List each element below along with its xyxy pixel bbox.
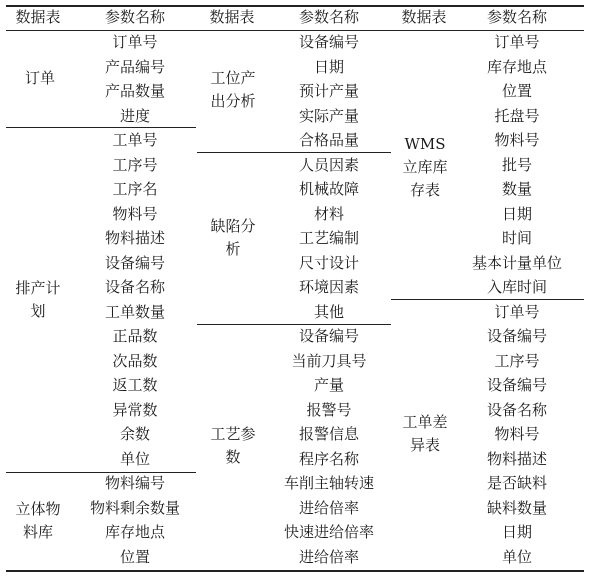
col3-param-cell: 订单号 [494, 302, 540, 321]
col1-param-cell: 物料剩余数量 [89, 498, 181, 517]
col1-param-cell: 异常数 [112, 400, 158, 419]
header-table-3: 数据表 [401, 8, 447, 26]
col2-param-cell: 环境因素 [298, 278, 360, 296]
col2-param-cell: 产量 [313, 376, 345, 394]
header-table-2: 数据表 [209, 8, 255, 26]
col1-param-cell: 设备名称 [104, 278, 166, 296]
bottom-rule [6, 570, 584, 572]
col2-param-cell: 材料 [313, 204, 345, 223]
col2-param-cell: 人员因素 [298, 155, 360, 174]
col2-param-cell: 设备编号 [298, 33, 360, 51]
col1-separator-2 [6, 472, 196, 473]
col1-param-cell: 位置 [119, 547, 151, 566]
col2-param-cell: 其他 [313, 302, 345, 321]
col1-param-cell: 单位 [119, 449, 151, 468]
col2-param-cell: 快速进给倍率 [283, 523, 375, 541]
col1-param-cell: 正品数 [112, 327, 158, 345]
col1-param-cell: 物料编号 [104, 474, 166, 492]
col1-param-cell: 工序号 [112, 155, 158, 174]
col2-param-cell: 程序名称 [298, 449, 360, 468]
col3-param-cell: 批号 [501, 155, 533, 174]
col1-param-cell: 库存地点 [104, 523, 166, 541]
col1-param-cell: 物料描述 [104, 229, 166, 247]
col3-param-cell: 是否缺料 [486, 474, 548, 492]
col3-param-cell: 设备编号 [486, 327, 548, 345]
header-param-3: 参数名称 [486, 8, 548, 26]
col3-param-cell: 物料号 [494, 425, 540, 443]
col3-param-cell: 入库时间 [486, 278, 548, 296]
table-label-work-order-diff: 工单差 异表 [402, 413, 448, 454]
table-label-process-params: 工艺参 数 [210, 425, 256, 466]
col2-param-cell: 预计产量 [298, 82, 360, 100]
col3-param-cell: 日期 [501, 523, 533, 541]
col3-param-cell: 时间 [501, 229, 533, 247]
table-label-station-output: 工位产 出分析 [210, 69, 256, 110]
col2-param-cell: 当前刀具号 [291, 351, 367, 370]
col3-param-cell: 数量 [501, 180, 533, 198]
col1-param-cell: 次品数 [112, 351, 158, 370]
col1-param-cell: 工单号 [112, 131, 158, 149]
col3-param-cell: 物料描述 [486, 449, 548, 468]
col2-param-cell: 报警信息 [298, 425, 360, 443]
col3-param-cell: 日期 [501, 204, 533, 223]
col1-param-cell: 物料号 [112, 204, 158, 223]
col2-param-cell: 设备编号 [298, 327, 360, 345]
col2-separator-2 [197, 324, 391, 325]
col1-param-cell: 工单数量 [104, 302, 166, 321]
col2-param-cell: 进给倍率 [298, 498, 360, 517]
col2-param-cell: 实际产量 [298, 106, 360, 125]
col1-param-cell: 设备编号 [104, 253, 166, 272]
header-param-1: 参数名称 [104, 8, 166, 26]
col1-param-cell: 返工数 [112, 376, 158, 394]
col1-separator-1 [6, 127, 196, 128]
table-label-stereo-warehouse: 立体物 料库 [15, 500, 61, 541]
col3-param-cell: 缺料数量 [486, 498, 548, 517]
table-label-production-plan: 排产计 划 [15, 279, 61, 320]
col2-param-cell: 合格品量 [298, 131, 360, 149]
col2-param-cell: 车削主轴转速 [283, 474, 375, 492]
col2-param-cell: 工艺编制 [298, 229, 360, 247]
col2-param-cell: 尺寸设计 [298, 253, 360, 272]
col3-param-cell: 工序号 [494, 351, 540, 370]
header-table-1: 数据表 [15, 8, 61, 26]
col1-param-cell: 进度 [119, 106, 151, 125]
col3-param-cell: 位置 [501, 82, 533, 100]
col1-param-cell: 余数 [119, 425, 151, 443]
col1-param-cell: 产品编号 [104, 57, 166, 76]
table-label-defect-analysis: 缺陷分 析 [210, 217, 256, 258]
col3-param-cell: 托盘号 [494, 106, 540, 125]
col1-param-cell: 产品数量 [104, 82, 166, 100]
table-label-wms-inventory: WMS 立库库 存表 [402, 135, 448, 199]
col3-param-cell: 订单号 [494, 33, 540, 51]
col2-param-cell: 报警号 [306, 400, 352, 419]
col3-param-cell: 设备编号 [486, 376, 548, 394]
col2-param-cell: 机械故障 [298, 180, 360, 198]
col1-param-cell: 订单号 [112, 33, 158, 51]
col3-param-cell: 库存地点 [486, 57, 548, 76]
col1-param-cell: 工序名 [112, 180, 158, 198]
col2-separator-1 [197, 152, 391, 153]
col2-param-cell: 进给倍率 [298, 547, 360, 566]
table-label-order: 订单 [24, 69, 56, 87]
header-param-2: 参数名称 [298, 8, 360, 26]
col3-param-cell: 设备名称 [486, 400, 548, 419]
col3-param-cell: 基本计量单位 [471, 253, 563, 272]
col2-param-cell: 日期 [313, 57, 345, 76]
col3-param-cell: 单位 [501, 547, 533, 566]
col3-param-cell: 物料号 [494, 131, 540, 149]
